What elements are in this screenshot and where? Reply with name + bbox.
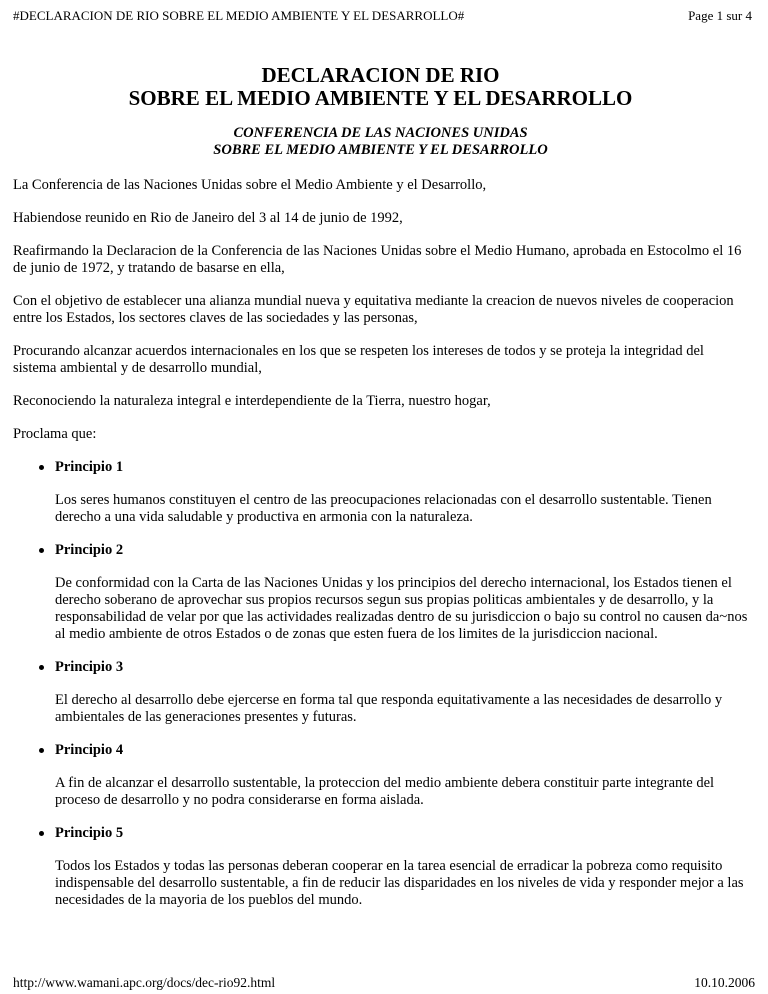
principle-label-text: Principio 1 bbox=[55, 459, 124, 475]
preamble-paragraph: La Conferencia de las Naciones Unidas sobre el Medio Ambiente y el Desarrollo, bbox=[13, 177, 487, 193]
preamble-paragraph: Reconociendo la naturaleza integral e interdependiente de la Tierra, nuestro hogar, bbox=[13, 393, 491, 409]
principle-label bbox=[55, 542, 748, 559]
principle-label-text: Principio 3 bbox=[55, 659, 124, 675]
bullet-icon bbox=[39, 748, 44, 753]
bullet-icon bbox=[39, 665, 44, 670]
principle-text: El derecho al desarrollo debe ejercerse en forma tal que responda equitativamente a las necesidades de desarrollo y ambientales de las generaciones presentes y futuras. bbox=[55, 692, 723, 725]
principle-label-text: Principio 5 bbox=[55, 825, 124, 841]
preamble-paragraph: Procurando alcanzar acuerdos internacionales en los que se respeten los intereses de todos y se proteja la integridad del sistema ambiental y de desarrollo mundial, bbox=[13, 343, 704, 376]
document-subtitle bbox=[13, 125, 748, 159]
footer-url: http://www.wamani.apc.org/docs/dec-rio92.html bbox=[13, 975, 276, 990]
bullet-icon bbox=[39, 548, 44, 553]
document-subtitle-line2: SOBRE EL MEDIO AMBIENTE Y EL DESARROLLO bbox=[213, 142, 548, 158]
principle-text: De conformidad con la Carta de las Naciones Unidas y los principios del derecho internacional, los Estados tienen el derecho soberano de aprovechar sus propios recursos segun sus propias politicas ambientales y de desarrollo, y la responsabilidad de velar por que las actividades realizadas dentro de su jurisdiccion o bajo su control no causen da~nos al medio ambiente de otros Estados o de zonas que esten fuera de los limites de la jurisdiccion nacional. bbox=[55, 575, 748, 642]
principle-label-text: Principio 2 bbox=[55, 542, 124, 558]
principle-item bbox=[55, 825, 748, 909]
principles-list bbox=[13, 459, 748, 909]
page-number: Page 1 sur 4 bbox=[688, 8, 752, 23]
principle-label bbox=[55, 459, 748, 476]
preamble-paragraph: Habiendose reunido en Rio de Janeiro del 3 al 14 de junio de 1992, bbox=[13, 210, 403, 226]
principle-label bbox=[55, 742, 748, 759]
principle-label bbox=[55, 825, 748, 842]
principle-text: Todos los Estados y todas las personas deberan cooperar en la tarea esencial de erradicar la pobreza como requisito indispensable del desarrollo sustentable, a fin de reducir las disparidades en los niveles de vida y responder mejor a las necesidades de la mayoria de los pueblos del mundo. bbox=[55, 858, 744, 908]
document-title-line1: DECLARACION DE RIO bbox=[261, 63, 500, 87]
footer-date: 10.10.2006 bbox=[694, 975, 755, 990]
bullet-icon bbox=[39, 465, 44, 470]
preamble-paragraph: Proclama que: bbox=[13, 426, 97, 442]
document-content bbox=[0, 64, 768, 909]
page-footer bbox=[13, 975, 755, 990]
principle-item bbox=[55, 542, 748, 643]
preamble-paragraph: Reafirmando la Declaracion de la Conferencia de las Naciones Unidas sobre el Medio Humano, aprobada en Estocolmo el 16 de junio de 1972, y tratando de basarse en ella, bbox=[13, 243, 742, 276]
preamble-paragraph: Con el objetivo de establecer una alianza mundial nueva y equitativa mediante la creacion de nuevos niveles de cooperacion entre los Estados, los sectores claves de las sociedades y las personas, bbox=[13, 293, 734, 326]
document-title bbox=[13, 64, 748, 110]
principle-text: A fin de alcanzar el desarrollo sustentable, la proteccion del medio ambiente debera constituir parte integrante del proceso de desarrollo y no podra considerarse en forma aislada. bbox=[55, 775, 715, 808]
page-header bbox=[0, 0, 768, 23]
document-subtitle-line1: CONFERENCIA DE LAS NACIONES UNIDAS bbox=[233, 125, 528, 141]
principle-label-text: Principio 4 bbox=[55, 742, 124, 758]
principle-item bbox=[55, 659, 748, 726]
principle-label bbox=[55, 659, 748, 676]
bullet-icon bbox=[39, 831, 44, 836]
principle-text: Los seres humanos constituyen el centro de las preocupaciones relacionadas con el desarrollo sustentable. Tienen derecho a una vida saludable y productiva en armonia con la naturaleza. bbox=[55, 492, 712, 525]
header-title: #DECLARACION DE RIO SOBRE EL MEDIO AMBIENTE Y EL DESARROLLO# bbox=[13, 8, 465, 23]
document-title-line2: SOBRE EL MEDIO AMBIENTE Y EL DESARROLLO bbox=[128, 86, 633, 110]
principle-item bbox=[55, 459, 748, 526]
principle-item bbox=[55, 742, 748, 809]
